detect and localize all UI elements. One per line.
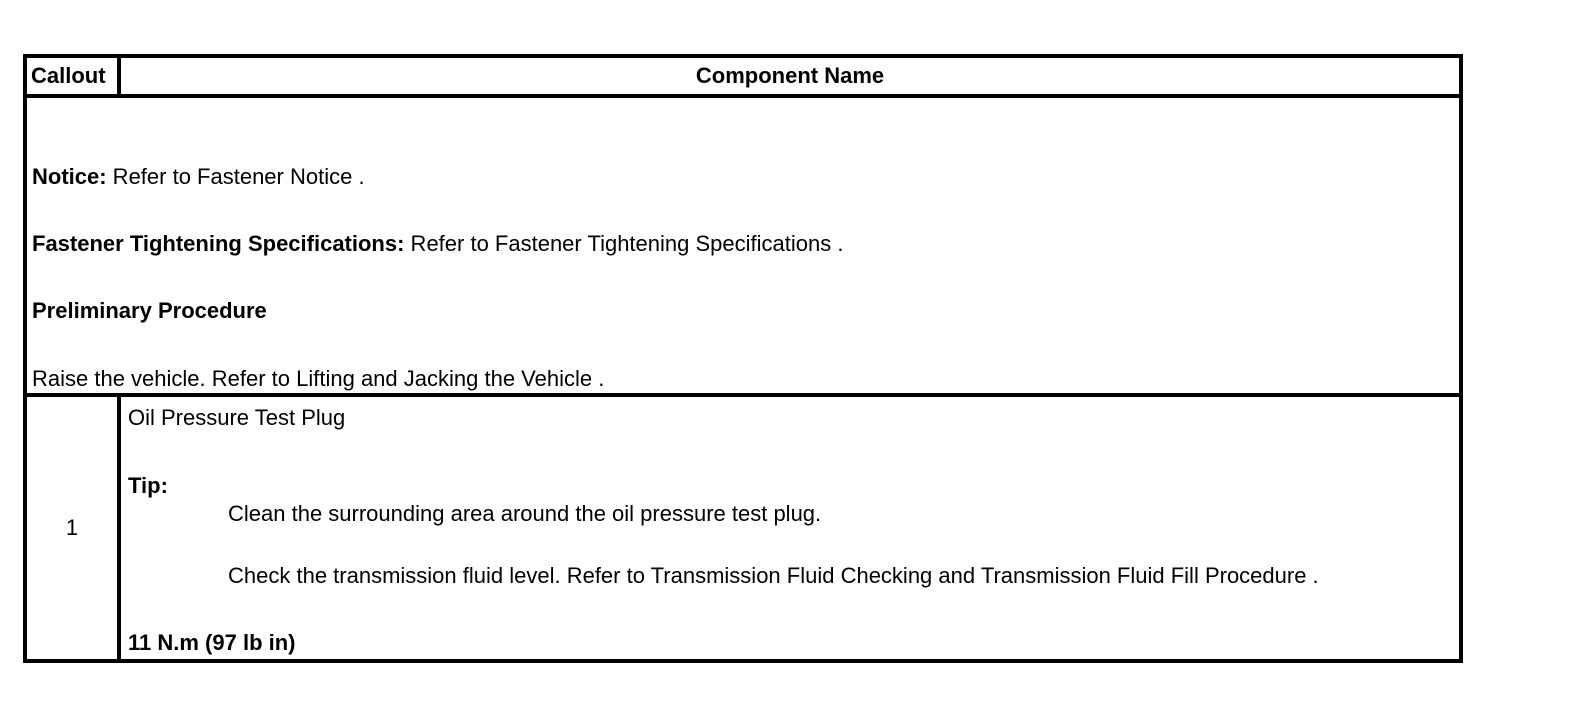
table-header-row xyxy=(27,58,1459,98)
fastener-spec-label: Fastener Tightening Specifications: xyxy=(32,231,405,256)
notice-line xyxy=(32,164,365,190)
row-callout-cell xyxy=(27,397,121,659)
table-row xyxy=(27,397,1459,659)
row-callout-number: 1 xyxy=(65,515,79,540)
tip-label: Tip: xyxy=(128,473,168,498)
torque-spec: 11 N.m (97 lb in) xyxy=(128,630,296,655)
header-callout: Callout xyxy=(27,58,121,94)
header-component-name: Component Name xyxy=(695,63,885,88)
tip-item: Check the transmission fluid level. Refer to Transmission Fluid Checking and Transmission Fluid Fill Procedure . xyxy=(228,563,1319,588)
notice-text: Refer to Fastener Notice . xyxy=(106,164,365,189)
intro-section xyxy=(27,98,1459,397)
raise-vehicle-text: Raise the vehicle. Refer to Lifting and Jacking the Vehicle . xyxy=(32,366,605,391)
preliminary-procedure-heading: Preliminary Procedure xyxy=(32,298,267,323)
row-content-cell xyxy=(121,397,1459,659)
component-name: Oil Pressure Test Plug xyxy=(128,405,346,430)
notice-label: Notice: xyxy=(32,164,107,189)
tip-item: Clean the surrounding area around the oil pressure test plug. xyxy=(228,501,822,526)
component-table xyxy=(23,54,1463,663)
fastener-spec-line xyxy=(32,231,843,257)
fastener-spec-text: Refer to Fastener Tightening Specifications . xyxy=(404,231,844,256)
